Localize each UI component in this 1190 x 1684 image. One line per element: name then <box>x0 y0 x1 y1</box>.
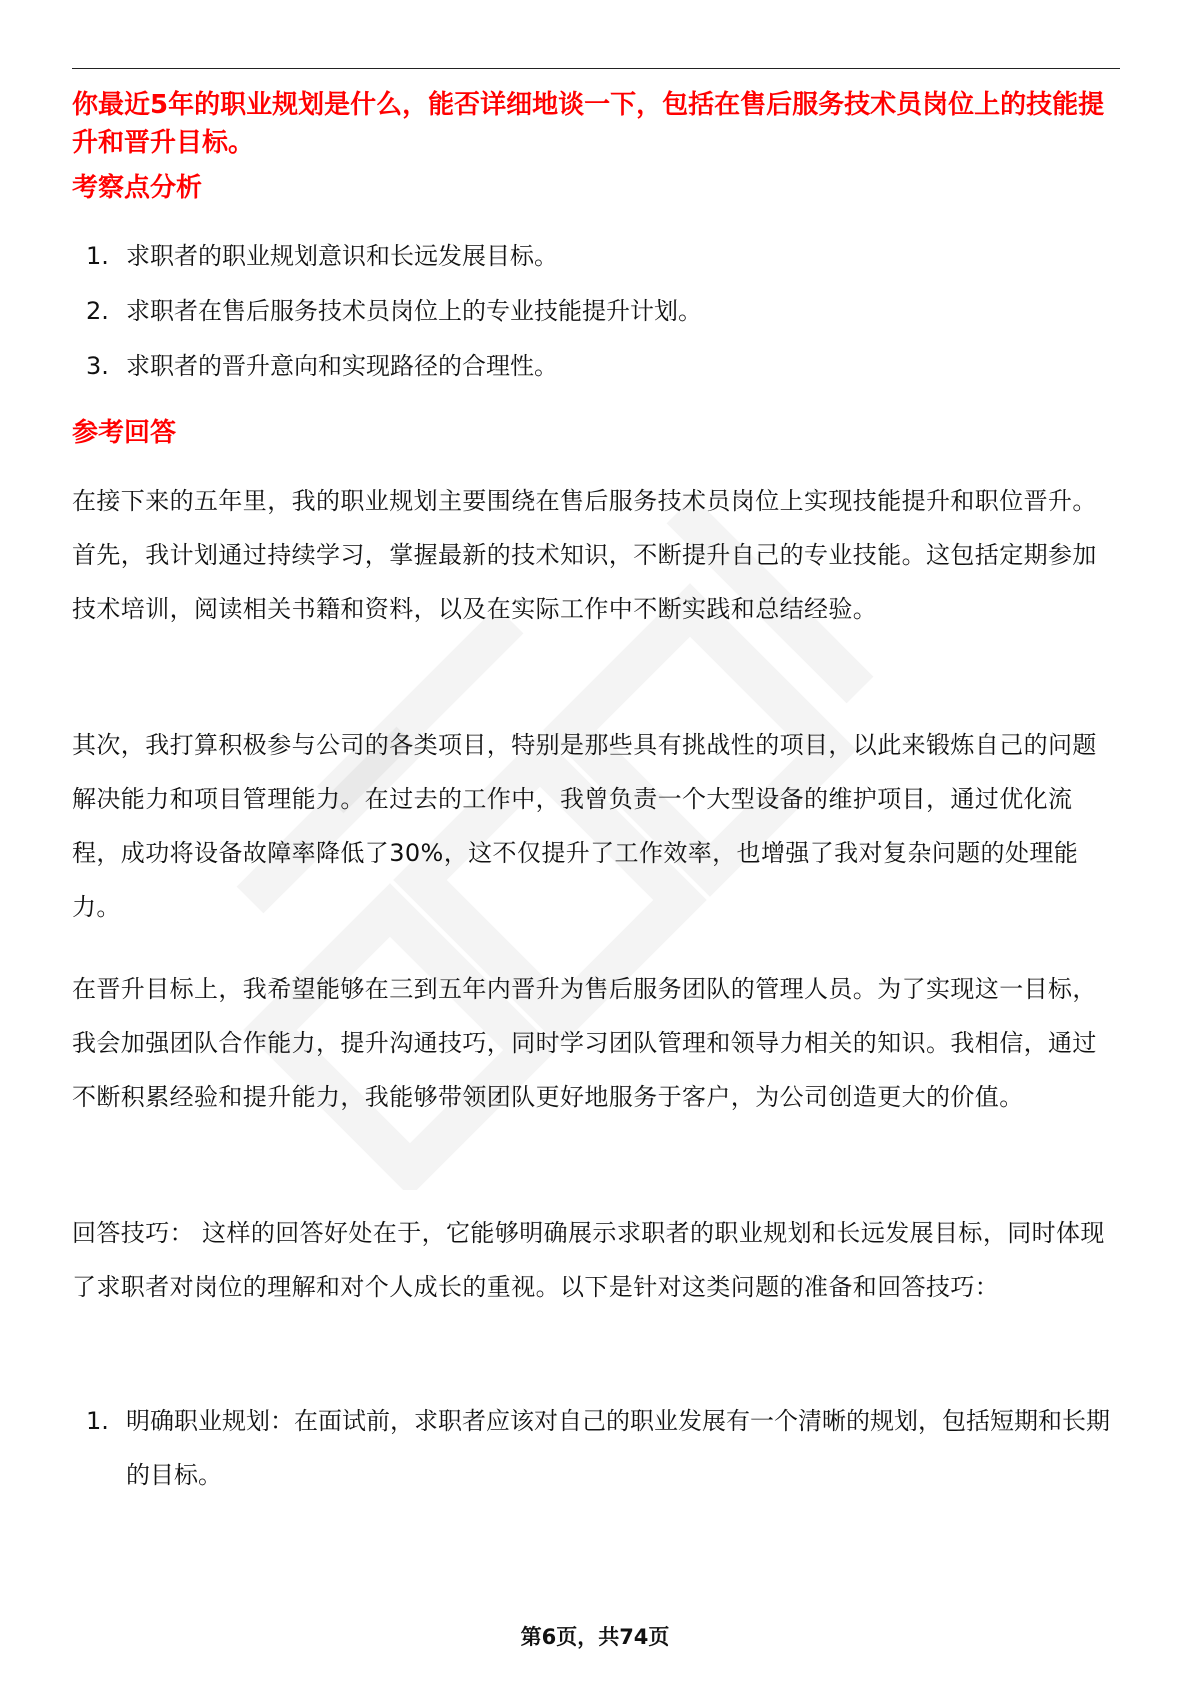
list-item-number: 1. <box>86 1407 109 1435</box>
page-footer: 第6页，共74页 <box>520 1625 670 1649</box>
list-item <box>72 229 1120 284</box>
answer-heading: 参考回答 <box>72 418 177 448</box>
analysis-list <box>72 229 1120 394</box>
list-item-text: 求职者的职业规划意识和长远发展目标。 <box>126 242 558 270</box>
analysis-heading: 考察点分析 <box>72 173 203 203</box>
tips-intro-paragraph: 回答技巧： 这样的回答好处在于，它能够明确展示求职者的职业规划和长远发展目标，同时体现了求职者对岗位的理解和对个人成长的重视。以下是针对这类问题的准备和回答技巧： <box>72 1219 1105 1301</box>
answer-paragraph: 其次，我打算积极参与公司的各类项目，特别是那些具有挑战性的项目，以此来锻炼自己的问题解决能力和项目管理能力。在过去的工作中，我曾负责一个大型设备的维护项目，通过优化流程，成功将设备故障率降低了30%，这不仅提升了工作效率，也增强了我对复杂问题的处理能力。 <box>72 731 1097 921</box>
list-item <box>72 339 1120 394</box>
top-rule <box>72 68 1120 69</box>
list-item-number: 1. <box>86 242 109 270</box>
list-item-number: 3. <box>86 352 109 380</box>
answer-paragraph: 在晋升目标上，我希望能够在三到五年内晋升为售后服务团队的管理人员。为了实现这一目标，我会加强团队合作能力，提升沟通技巧，同时学习团队管理和领导力相关的知识。我相信，通过不断积累经验和提升能力，我能够带领团队更好地服务于客户，为公司创造更大的价值。 <box>72 975 1097 1111</box>
list-item-text: 明确职业规划：在面试前，求职者应该对自己的职业发展有一个清晰的规划，包括短期和长期的目标。 <box>126 1407 1110 1489</box>
list-item <box>72 284 1120 339</box>
list-item <box>72 1394 1120 1502</box>
list-item-text: 求职者的晋升意向和实现路径的合理性。 <box>126 352 558 380</box>
question-title: 你最近5年的职业规划是什么，能否详细地谈一下，包括在售后服务技术员岗位上的技能提升和晋升目标。 <box>72 90 1105 158</box>
tips-list <box>72 1394 1120 1502</box>
answer-paragraph: 在接下来的五年里，我的职业规划主要围绕在售后服务技术员岗位上实现技能提升和职位晋升。首先，我计划通过持续学习，掌握最新的技术知识，不断提升自己的专业技能。这包括定期参加技术培训，阅读相关书籍和资料，以及在实际工作中不断实践和总结经验。 <box>72 487 1097 623</box>
list-item-text: 求职者在售后服务技术员岗位上的专业技能提升计划。 <box>126 297 702 325</box>
list-item-number: 2. <box>86 297 109 325</box>
